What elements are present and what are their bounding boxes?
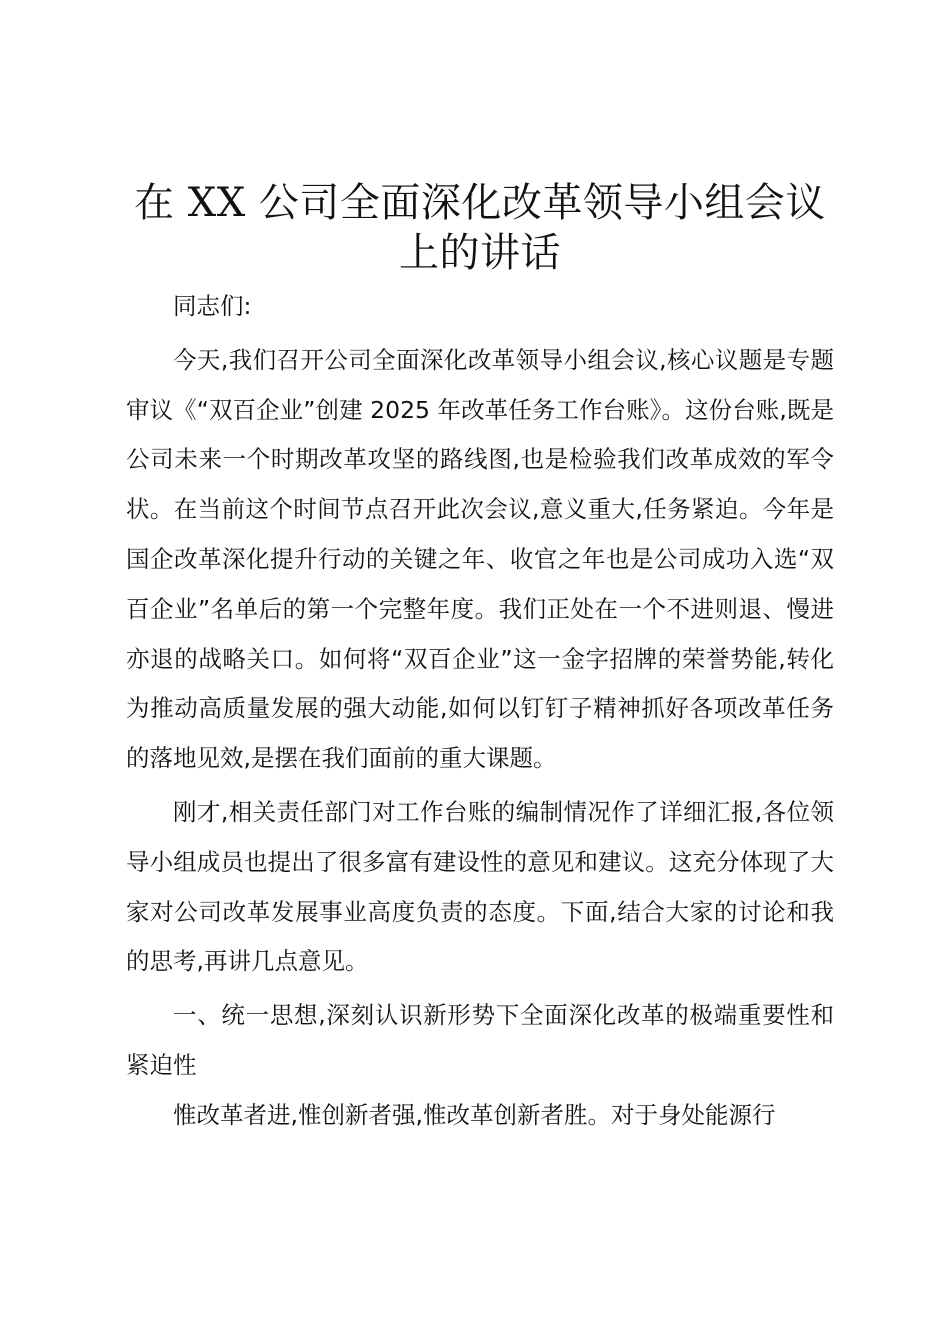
body-paragraph-1: 今天,我们召开公司全面深化改革领导小组会议,核心议题是专题审议《“双百企业”创建 2025 年改革任务工作台账》。这份台账,既是公司未来一个时期改革攻坚的路线图,也是检验我们改革成效的军令状。在当前这个时间节点召开此次会议,意义重大,任务紧迫。今年是国企改革深化提升行动的关键之年、收官之年也是公司成功入选“双百企业”名单后的第一个完整年度。我们正处在一个不进则退、慢进亦退的战略关口。如何将“双百企业”这一金字招牌的荣誉势能,转化为推动高质量发展的强大动能,如何以钉钉子精神抓好各项改革任务的落地见效,是摆在我们面前的重大课题。: [126, 345, 834, 773]
section-heading-1: 一、统一思想,深刻认识新形势下全面深化改革的极端重要性和紧迫性: [126, 1001, 834, 1079]
section-1-paragraph: 惟改革者进,惟创新者强,惟改革创新者胜。对于身处能源行: [173, 1100, 776, 1129]
document-page: [126, 178, 834, 1141]
salutation: 同志们:: [173, 292, 252, 320]
body-paragraph-2: 刚才,相关责任部门对工作台账的编制情况作了详细汇报,各位领导小组成员也提出了很多富有建设性的意见和建议。这充分体现了大家对公司改革发展事业高度负责的态度。下面,结合大家的讨论和我的思考,再讲几点意见。: [126, 797, 834, 976]
title-line-2: 上的讲话: [399, 230, 561, 276]
document-title: [126, 178, 834, 278]
title-line-1: 在 XX 公司全面深化改革领导小组会议: [134, 180, 826, 226]
